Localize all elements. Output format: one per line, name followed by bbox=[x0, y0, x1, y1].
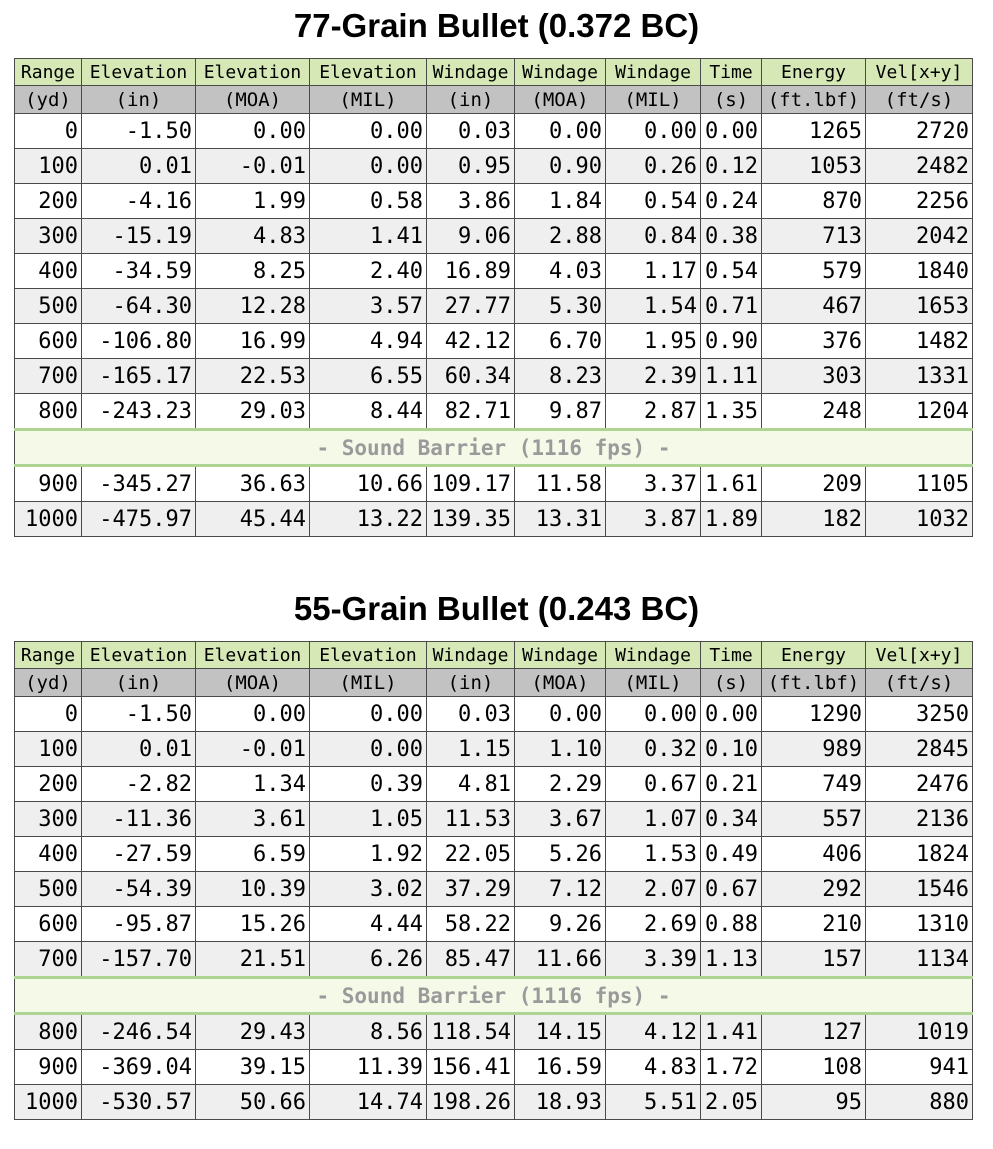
table-cell: 2.07 bbox=[606, 872, 701, 907]
header-row-labels bbox=[15, 59, 973, 86]
column-header: Windage bbox=[515, 642, 606, 669]
column-unit: (MOA) bbox=[196, 669, 310, 697]
table-cell: 0.90 bbox=[701, 324, 762, 359]
table-cell: 0.00 bbox=[515, 697, 606, 732]
column-header: Vel[x+y] bbox=[866, 642, 973, 669]
table-cell: 14.15 bbox=[515, 1014, 606, 1050]
table-cell: 0.67 bbox=[701, 872, 762, 907]
table-cell: 1.53 bbox=[606, 837, 701, 872]
table-row bbox=[15, 907, 973, 942]
table-cell: 0.32 bbox=[606, 732, 701, 767]
table-cell: 0.88 bbox=[701, 907, 762, 942]
table-cell: 16.89 bbox=[427, 254, 515, 289]
table-cell: 3.39 bbox=[606, 942, 701, 978]
table-cell: 870 bbox=[762, 184, 866, 219]
table-cell: 1.34 bbox=[196, 767, 310, 802]
column-header: Time bbox=[701, 642, 762, 669]
table-cell: -34.59 bbox=[82, 254, 196, 289]
table-row bbox=[15, 732, 973, 767]
table-cell: 16.99 bbox=[196, 324, 310, 359]
table-cell: 2.69 bbox=[606, 907, 701, 942]
table-cell: 2.05 bbox=[701, 1085, 762, 1120]
table-cell: 1.17 bbox=[606, 254, 701, 289]
table-cell: 22.05 bbox=[427, 837, 515, 872]
table-cell: 900 bbox=[15, 1050, 82, 1085]
table-cell: 1019 bbox=[866, 1014, 973, 1050]
column-unit: (in) bbox=[82, 669, 196, 697]
table-cell: 557 bbox=[762, 802, 866, 837]
table-cell: 400 bbox=[15, 837, 82, 872]
table-cell: 1840 bbox=[866, 254, 973, 289]
table-row bbox=[15, 359, 973, 394]
table-cell: 500 bbox=[15, 872, 82, 907]
table-cell: 1653 bbox=[866, 289, 973, 324]
table-cell: 2720 bbox=[866, 114, 973, 149]
table-cell: 1265 bbox=[762, 114, 866, 149]
table-cell: 58.22 bbox=[427, 907, 515, 942]
table-cell: 4.44 bbox=[310, 907, 427, 942]
table-cell: 2476 bbox=[866, 767, 973, 802]
table-cell: -165.17 bbox=[82, 359, 196, 394]
table-cell: 900 bbox=[15, 466, 82, 502]
table-cell: 0.01 bbox=[82, 149, 196, 184]
sound-barrier-label: - Sound Barrier (1116 fps) - bbox=[15, 430, 973, 466]
table-cell: 3.86 bbox=[427, 184, 515, 219]
table-row bbox=[15, 1014, 973, 1050]
column-header: Elevation bbox=[310, 642, 427, 669]
column-header: Windage bbox=[427, 59, 515, 86]
table-cell: 467 bbox=[762, 289, 866, 324]
table-cell: 39.15 bbox=[196, 1050, 310, 1085]
table-cell: 1.54 bbox=[606, 289, 701, 324]
table-cell: 800 bbox=[15, 394, 82, 430]
table-cell: 1000 bbox=[15, 502, 82, 537]
table-row bbox=[15, 697, 973, 732]
table-cell: 0.10 bbox=[701, 732, 762, 767]
table-cell: 100 bbox=[15, 149, 82, 184]
column-header: Windage bbox=[606, 59, 701, 86]
table-cell: -95.87 bbox=[82, 907, 196, 942]
table-cell: 13.31 bbox=[515, 502, 606, 537]
table-cell: 8.23 bbox=[515, 359, 606, 394]
table-cell: 0.00 bbox=[701, 697, 762, 732]
table-cell: 713 bbox=[762, 219, 866, 254]
table-cell: 3250 bbox=[866, 697, 973, 732]
table-cell: 1310 bbox=[866, 907, 973, 942]
table-cell: 6.70 bbox=[515, 324, 606, 359]
table-cell: 139.35 bbox=[427, 502, 515, 537]
table-cell: 3.67 bbox=[515, 802, 606, 837]
table-title: 77-Grain Bullet (0.372 BC) bbox=[293, 7, 700, 44]
table-cell: 0.00 bbox=[701, 114, 762, 149]
table-row bbox=[15, 149, 973, 184]
ballistics-section-77-grain bbox=[0, 0, 993, 532]
table-cell: 11.66 bbox=[515, 942, 606, 978]
table-cell: 2.29 bbox=[515, 767, 606, 802]
table-cell: 1204 bbox=[866, 394, 973, 430]
column-unit: (yd) bbox=[15, 669, 82, 697]
table-cell: 11.39 bbox=[310, 1050, 427, 1085]
table-cell: 1.10 bbox=[515, 732, 606, 767]
table-cell: 6.55 bbox=[310, 359, 427, 394]
column-unit: (yd) bbox=[15, 86, 82, 114]
column-unit: (MOA) bbox=[196, 86, 310, 114]
table-cell: 0.00 bbox=[310, 697, 427, 732]
table-cell: 8.25 bbox=[196, 254, 310, 289]
column-header: Elevation bbox=[310, 59, 427, 86]
table-cell: 1546 bbox=[866, 872, 973, 907]
column-header: Windage bbox=[427, 642, 515, 669]
table-cell: 2136 bbox=[866, 802, 973, 837]
table-cell: 1000 bbox=[15, 1085, 82, 1120]
table-cell: 3.87 bbox=[606, 502, 701, 537]
table-cell: 42.12 bbox=[427, 324, 515, 359]
column-unit: (ft.lbf) bbox=[762, 669, 866, 697]
table-cell: 1134 bbox=[866, 942, 973, 978]
table-cell: -1.50 bbox=[82, 114, 196, 149]
table-cell: 29.03 bbox=[196, 394, 310, 430]
table-cell: 5.51 bbox=[606, 1085, 701, 1120]
table-cell: 210 bbox=[762, 907, 866, 942]
table-cell: -106.80 bbox=[82, 324, 196, 359]
table-cell: 1.41 bbox=[310, 219, 427, 254]
table-cell: 0.00 bbox=[515, 114, 606, 149]
table-cell: 941 bbox=[866, 1050, 973, 1085]
table-cell: 0.00 bbox=[310, 114, 427, 149]
table-cell: 1.05 bbox=[310, 802, 427, 837]
table-cell: 209 bbox=[762, 466, 866, 502]
table-cell: 4.81 bbox=[427, 767, 515, 802]
column-header: Energy bbox=[762, 642, 866, 669]
table-cell: 0.03 bbox=[427, 697, 515, 732]
table-cell: 10.66 bbox=[310, 466, 427, 502]
header-row-units bbox=[15, 669, 973, 697]
table-cell: 880 bbox=[866, 1085, 973, 1120]
table-cell: -0.01 bbox=[196, 732, 310, 767]
table-cell: 9.06 bbox=[427, 219, 515, 254]
column-unit: (MIL) bbox=[310, 86, 427, 114]
table-cell: 376 bbox=[762, 324, 866, 359]
table-cell: 2042 bbox=[866, 219, 973, 254]
table-cell: 1.13 bbox=[701, 942, 762, 978]
table-row bbox=[15, 184, 973, 219]
table-cell: 579 bbox=[762, 254, 866, 289]
table-cell: 0.95 bbox=[427, 149, 515, 184]
table-cell: 400 bbox=[15, 254, 82, 289]
table-cell: 36.63 bbox=[196, 466, 310, 502]
table-cell: 1053 bbox=[762, 149, 866, 184]
table-cell: 0.03 bbox=[427, 114, 515, 149]
table-cell: 0.39 bbox=[310, 767, 427, 802]
table-row bbox=[15, 767, 973, 802]
table-cell: 0.54 bbox=[701, 254, 762, 289]
table-cell: 11.58 bbox=[515, 466, 606, 502]
table-cell: 0.01 bbox=[82, 732, 196, 767]
column-unit: (in) bbox=[427, 669, 515, 697]
table-cell: 6.59 bbox=[196, 837, 310, 872]
table-cell: 6.26 bbox=[310, 942, 427, 978]
table-cell: -157.70 bbox=[82, 942, 196, 978]
table-cell: 22.53 bbox=[196, 359, 310, 394]
table-cell: 700 bbox=[15, 359, 82, 394]
table-cell: 27.77 bbox=[427, 289, 515, 324]
table-cell: 16.59 bbox=[515, 1050, 606, 1085]
table-cell: 0.00 bbox=[606, 114, 701, 149]
table-cell: 37.29 bbox=[427, 872, 515, 907]
table-cell: 1.89 bbox=[701, 502, 762, 537]
column-unit: (in) bbox=[82, 86, 196, 114]
table-cell: 3.02 bbox=[310, 872, 427, 907]
table-cell: 2.87 bbox=[606, 394, 701, 430]
table-cell: 18.93 bbox=[515, 1085, 606, 1120]
table-cell: -345.27 bbox=[82, 466, 196, 502]
table-cell: -2.82 bbox=[82, 767, 196, 802]
table-cell: 0.49 bbox=[701, 837, 762, 872]
table-cell: 1824 bbox=[866, 837, 973, 872]
table-cell: 29.43 bbox=[196, 1014, 310, 1050]
table-cell: 1331 bbox=[866, 359, 973, 394]
table-cell: 700 bbox=[15, 942, 82, 978]
header-row-labels bbox=[15, 642, 973, 669]
table-cell: 0.00 bbox=[196, 697, 310, 732]
table-cell: 0.38 bbox=[701, 219, 762, 254]
table-cell: 1.92 bbox=[310, 837, 427, 872]
table-cell: 1.15 bbox=[427, 732, 515, 767]
table-cell: 4.12 bbox=[606, 1014, 701, 1050]
table-cell: 1105 bbox=[866, 466, 973, 502]
table-cell: 600 bbox=[15, 324, 82, 359]
column-header: Elevation bbox=[82, 642, 196, 669]
table-cell: 600 bbox=[15, 907, 82, 942]
table-cell: 0.00 bbox=[196, 114, 310, 149]
column-header: Energy bbox=[762, 59, 866, 86]
table-cell: 1.84 bbox=[515, 184, 606, 219]
table-cell: 7.12 bbox=[515, 872, 606, 907]
column-unit: (s) bbox=[701, 86, 762, 114]
table-cell: 248 bbox=[762, 394, 866, 430]
table-cell: 1290 bbox=[762, 697, 866, 732]
table-cell: 0 bbox=[15, 697, 82, 732]
column-header: Elevation bbox=[196, 642, 310, 669]
table-cell: 0.84 bbox=[606, 219, 701, 254]
table-row bbox=[15, 802, 973, 837]
table-cell: 2.88 bbox=[515, 219, 606, 254]
table-cell: 182 bbox=[762, 502, 866, 537]
column-header: Windage bbox=[515, 59, 606, 86]
ballistics-table bbox=[14, 641, 973, 1120]
table-cell: -369.04 bbox=[82, 1050, 196, 1085]
table-cell: -1.50 bbox=[82, 697, 196, 732]
table-cell: 4.83 bbox=[606, 1050, 701, 1085]
table-cell: 0.34 bbox=[701, 802, 762, 837]
table-cell: -54.39 bbox=[82, 872, 196, 907]
table-cell: 85.47 bbox=[427, 942, 515, 978]
table-cell: -475.97 bbox=[82, 502, 196, 537]
column-unit: (MIL) bbox=[310, 669, 427, 697]
table-cell: 0.71 bbox=[701, 289, 762, 324]
table-cell: 3.57 bbox=[310, 289, 427, 324]
table-cell: 300 bbox=[15, 802, 82, 837]
table-cell: 60.34 bbox=[427, 359, 515, 394]
table-cell: 5.30 bbox=[515, 289, 606, 324]
table-cell: 303 bbox=[762, 359, 866, 394]
table-cell: -246.54 bbox=[82, 1014, 196, 1050]
table-cell: 1.07 bbox=[606, 802, 701, 837]
table-cell: 2.40 bbox=[310, 254, 427, 289]
ballistics-table bbox=[14, 58, 973, 537]
table-cell: 500 bbox=[15, 289, 82, 324]
table-row bbox=[15, 1050, 973, 1085]
table-cell: 14.74 bbox=[310, 1085, 427, 1120]
column-unit: (MIL) bbox=[606, 86, 701, 114]
table-cell: 749 bbox=[762, 767, 866, 802]
table-cell: 0.12 bbox=[701, 149, 762, 184]
table-row bbox=[15, 1085, 973, 1120]
table-cell: 800 bbox=[15, 1014, 82, 1050]
table-cell: 0.26 bbox=[606, 149, 701, 184]
table-row bbox=[15, 324, 973, 359]
table-row bbox=[15, 114, 973, 149]
table-cell: 0.54 bbox=[606, 184, 701, 219]
table-cell: 5.26 bbox=[515, 837, 606, 872]
sound-barrier-row bbox=[15, 430, 973, 466]
table-cell: 109.17 bbox=[427, 466, 515, 502]
column-header: Time bbox=[701, 59, 762, 86]
column-header: Vel[x+y] bbox=[866, 59, 973, 86]
table-row bbox=[15, 837, 973, 872]
table-cell: 0.67 bbox=[606, 767, 701, 802]
table-cell: 0.24 bbox=[701, 184, 762, 219]
table-cell: 0.58 bbox=[310, 184, 427, 219]
table-cell: -4.16 bbox=[82, 184, 196, 219]
table-title: 55-Grain Bullet (0.243 BC) bbox=[293, 590, 700, 627]
table-cell: 1482 bbox=[866, 324, 973, 359]
table-row bbox=[15, 872, 973, 907]
column-unit: (MOA) bbox=[515, 86, 606, 114]
column-unit: (s) bbox=[701, 669, 762, 697]
table-cell: 3.61 bbox=[196, 802, 310, 837]
table-cell: 82.71 bbox=[427, 394, 515, 430]
column-header: Windage bbox=[606, 642, 701, 669]
table-row bbox=[15, 219, 973, 254]
table-cell: -27.59 bbox=[82, 837, 196, 872]
table-cell: 2.39 bbox=[606, 359, 701, 394]
table-row bbox=[15, 394, 973, 430]
table-cell: 0.00 bbox=[310, 149, 427, 184]
table-cell: 8.56 bbox=[310, 1014, 427, 1050]
table-cell: 15.26 bbox=[196, 907, 310, 942]
table-cell: -530.57 bbox=[82, 1085, 196, 1120]
table-cell: 300 bbox=[15, 219, 82, 254]
table-cell: 1.95 bbox=[606, 324, 701, 359]
table-cell: -243.23 bbox=[82, 394, 196, 430]
table-cell: -15.19 bbox=[82, 219, 196, 254]
table-cell: 1.41 bbox=[701, 1014, 762, 1050]
table-cell: 2482 bbox=[866, 149, 973, 184]
table-cell: 0.00 bbox=[310, 732, 427, 767]
table-cell: 3.37 bbox=[606, 466, 701, 502]
table-cell: 108 bbox=[762, 1050, 866, 1085]
table-cell: 0 bbox=[15, 114, 82, 149]
table-cell: 156.41 bbox=[427, 1050, 515, 1085]
column-unit: (in) bbox=[427, 86, 515, 114]
table-row bbox=[15, 466, 973, 502]
table-cell: 118.54 bbox=[427, 1014, 515, 1050]
table-cell: 4.94 bbox=[310, 324, 427, 359]
table-cell: 12.28 bbox=[196, 289, 310, 324]
table-cell: 1.35 bbox=[701, 394, 762, 430]
table-cell: 0.90 bbox=[515, 149, 606, 184]
table-cell: 100 bbox=[15, 732, 82, 767]
table-cell: 2256 bbox=[866, 184, 973, 219]
table-cell: 1.99 bbox=[196, 184, 310, 219]
ballistics-section-55-grain bbox=[0, 583, 993, 1115]
table-cell: 157 bbox=[762, 942, 866, 978]
table-cell: 1032 bbox=[866, 502, 973, 537]
table-cell: 406 bbox=[762, 837, 866, 872]
table-cell: -0.01 bbox=[196, 149, 310, 184]
table-cell: 95 bbox=[762, 1085, 866, 1120]
table-cell: 0.00 bbox=[606, 697, 701, 732]
column-header: Range bbox=[15, 642, 82, 669]
column-header: Range bbox=[15, 59, 82, 86]
table-row bbox=[15, 942, 973, 978]
table-cell: 11.53 bbox=[427, 802, 515, 837]
table-cell: 45.44 bbox=[196, 502, 310, 537]
column-header: Elevation bbox=[82, 59, 196, 86]
table-row bbox=[15, 254, 973, 289]
table-cell: 21.51 bbox=[196, 942, 310, 978]
column-unit: (MOA) bbox=[515, 669, 606, 697]
header-row-units bbox=[15, 86, 973, 114]
sound-barrier-label: - Sound Barrier (1116 fps) - bbox=[15, 978, 973, 1014]
table-cell: 1.61 bbox=[701, 466, 762, 502]
table-cell: 292 bbox=[762, 872, 866, 907]
column-unit: (ft/s) bbox=[866, 669, 973, 697]
sound-barrier-row bbox=[15, 978, 973, 1014]
table-cell: 989 bbox=[762, 732, 866, 767]
table-cell: 200 bbox=[15, 767, 82, 802]
table-cell: 1.72 bbox=[701, 1050, 762, 1085]
table-cell: 9.87 bbox=[515, 394, 606, 430]
table-cell: 4.83 bbox=[196, 219, 310, 254]
table-cell: 50.66 bbox=[196, 1085, 310, 1120]
table-cell: 0.21 bbox=[701, 767, 762, 802]
table-cell: 200 bbox=[15, 184, 82, 219]
table-row bbox=[15, 289, 973, 324]
table-cell: 2845 bbox=[866, 732, 973, 767]
table-cell: 4.03 bbox=[515, 254, 606, 289]
table-cell: 9.26 bbox=[515, 907, 606, 942]
table-cell: -64.30 bbox=[82, 289, 196, 324]
table-cell: 10.39 bbox=[196, 872, 310, 907]
table-cell: 1.11 bbox=[701, 359, 762, 394]
column-header: Elevation bbox=[196, 59, 310, 86]
column-unit: (ft/s) bbox=[866, 86, 973, 114]
table-cell: 8.44 bbox=[310, 394, 427, 430]
column-unit: (MIL) bbox=[606, 669, 701, 697]
column-unit: (ft.lbf) bbox=[762, 86, 866, 114]
table-cell: -11.36 bbox=[82, 802, 196, 837]
table-cell: 127 bbox=[762, 1014, 866, 1050]
table-cell: 198.26 bbox=[427, 1085, 515, 1120]
table-cell: 13.22 bbox=[310, 502, 427, 537]
table-row bbox=[15, 502, 973, 537]
